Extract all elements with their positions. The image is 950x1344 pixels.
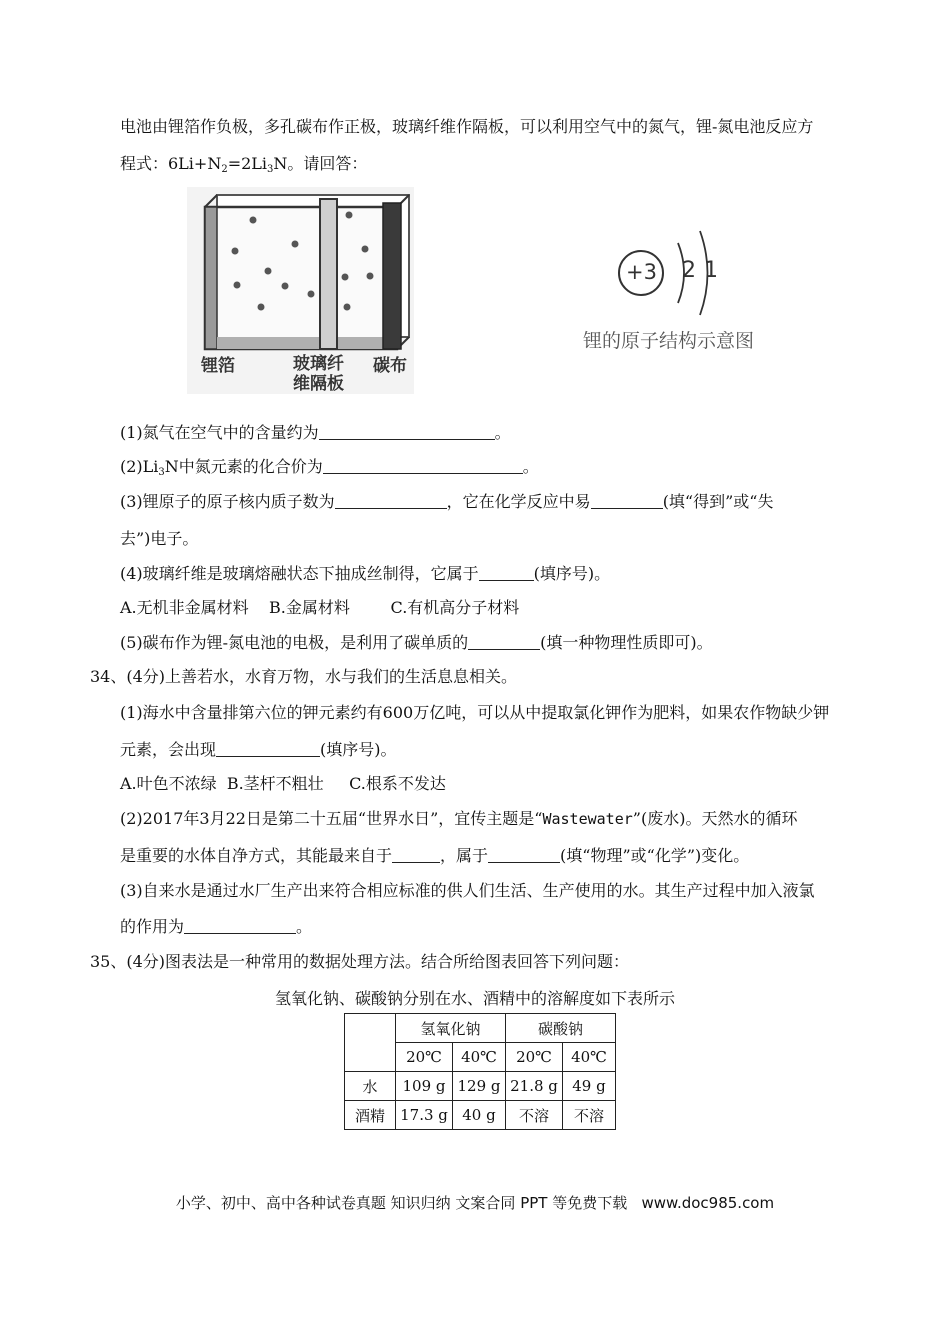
q34-part2-pre: (2)2017年3月22日是第二十五届“世界水日”，宜传主题是“ [120, 809, 543, 828]
q34-part1-end: (填序号)。 [320, 740, 397, 759]
table-corner-cell [345, 1014, 396, 1072]
answer-blank[interactable] [335, 492, 447, 509]
q34-part2-line1 [120, 808, 797, 830]
q33-part4-text: (4)玻璃纤维是玻璃熔融状态下抽成丝制得，它属于 [120, 564, 479, 583]
q34-part2-text: 是重要的水体自净方式，其能最来自于 [120, 846, 393, 865]
table-row [345, 1072, 616, 1101]
table-cell: 21.8 g [506, 1072, 563, 1101]
header-naoh: 氢氧化钠 [396, 1014, 506, 1043]
q34-part2-word: Wastewater [542, 810, 633, 828]
q33-part2-end: 。 [522, 457, 539, 476]
intro-line-1: 电池由锂箔作负极，多孔碳布作正极，玻璃纤维作隔板，可以利用空气中的氮气，锂-氮电池反应方 [120, 117, 814, 136]
intro-line-2-sub1: 2 [221, 164, 228, 175]
intro-line-2-mid: =2Li [227, 154, 268, 173]
q34-part2-line2 [120, 845, 749, 867]
intro-line-2-pre: 程式：6Li+N [120, 154, 222, 173]
answer-blank[interactable] [319, 423, 495, 440]
answer-blank[interactable] [479, 564, 534, 581]
solubility-table [344, 1013, 616, 1130]
table-row [345, 1101, 616, 1130]
q33-part3 [120, 491, 773, 513]
table-cell: 17.3 g [396, 1101, 453, 1130]
temp-cell: 20℃ [506, 1043, 563, 1072]
q33-part2 [120, 456, 539, 484]
table-caption: 氢氧化钠、碳酸钠分别在水、酒精中的溶解度如下表所示 [274, 989, 675, 1008]
table-cell: 40 g [453, 1101, 506, 1130]
q33-part2-sub: 3 [158, 467, 165, 478]
atom-caption: 锂的原子结构示意图 [583, 330, 755, 352]
q34-part1-line1: (1)海水中含量排第六位的钾元素约有600万亿吨，可以从中提取氯化钾作为肥料，如果农作物缺少钾 [120, 703, 830, 722]
label-glass-fibre-1: 玻璃纤 [293, 354, 344, 374]
header-na2co3: 碳酸钠 [506, 1014, 616, 1043]
q34-part3-end: 。 [296, 917, 313, 936]
intro-line-2 [120, 153, 367, 181]
q34-part1-text: 元素，会出现 [120, 740, 217, 759]
q33-part5-text: (5)碳布作为锂-氮电池的电极，是利用了碳单质的 [120, 633, 469, 652]
answer-blank[interactable] [591, 492, 663, 509]
q33-part2-post: N中氮元素的化合价为 [164, 457, 323, 476]
q33-part4-options: A.无机非金属材料 B.金属材料 C.有机高分子材料 [120, 598, 520, 617]
row-label: 水 [345, 1072, 396, 1101]
q34-part3-line1: (3)自来水是通过水厂生产出来符合相应标准的供人们生活、生产使用的水。其生产过程中加入液氯 [120, 881, 815, 900]
q33-part3-c: (填“得到”或“失 [662, 492, 774, 511]
intro-line-2-post: N。请回答： [273, 154, 368, 173]
table-cell: 129 g [453, 1072, 506, 1101]
answer-blank[interactable] [488, 846, 560, 863]
label-li-foil: 锂箔 [201, 356, 235, 376]
label-glass-fibre-2: 维隔板 [293, 374, 344, 394]
lithium-atom-diagram [575, 225, 790, 355]
temp-cell: 20℃ [396, 1043, 453, 1072]
answer-blank[interactable] [323, 457, 523, 474]
row-label: 酒精 [345, 1101, 396, 1130]
q34-part3-text: 的作用为 [120, 917, 185, 936]
answer-blank[interactable] [392, 846, 440, 863]
q34-part2-mid: ，属于 [440, 846, 489, 865]
answer-blank[interactable] [216, 740, 320, 757]
q33-part1-text: (1)氮气在空气中的含量约为 [120, 423, 319, 442]
temp-cell: 40℃ [563, 1043, 616, 1072]
battery-figure [187, 187, 414, 394]
q34-part1-options: A.叶色不浓绿 B.茎杆不粗壮 C.根系不发达 [120, 774, 446, 793]
q33-part5-end: (填一种物理性质即可)。 [540, 633, 713, 652]
intro-line-2-sub2: 3 [267, 164, 274, 175]
q33-part1 [120, 422, 511, 444]
q33-part4-end: (填序号)。 [533, 564, 611, 583]
q33-part5 [120, 632, 713, 654]
answer-blank[interactable] [468, 633, 540, 650]
q33-part1-end: 。 [494, 423, 511, 442]
q33-part3-b: ，它在化学反应中易 [446, 492, 591, 511]
table-cell: 不溶 [506, 1101, 563, 1130]
table-header-row [345, 1014, 616, 1043]
q33-part3-a: (3)锂原子的原子核内质子数为 [120, 492, 335, 511]
atom-nucleus-charge: +3 [626, 260, 657, 284]
table-cell: 49 g [563, 1072, 616, 1101]
q34-part2-end: (填“物理”或“化学”)变化。 [560, 846, 750, 865]
label-carbon-cloth: 碳布 [373, 356, 407, 376]
page-footer: 小学、初中、高中各种试卷真题 知识归纳 文案合同 PPT 等免费下载 www.doc985.com [175, 1194, 775, 1212]
q34-heading: 34、(4分)上善若水，水育万物，水与我们的生活息息相关。 [90, 667, 518, 686]
table-cell: 109 g [396, 1072, 453, 1101]
atom-shell-2-count: 1 [704, 258, 718, 283]
q35-heading: 35、(4分)图表法是一种常用的数据处理方法。结合所给图表回答下列问题： [90, 952, 630, 971]
q34-part3-line2 [120, 916, 312, 938]
table-cell: 不溶 [563, 1101, 616, 1130]
q33-part4 [120, 563, 610, 585]
q33-part2-pre: (2)Li [120, 457, 159, 476]
temp-cell: 40℃ [453, 1043, 506, 1072]
q33-part3-cont: 去”)电子。 [120, 529, 199, 548]
answer-blank[interactable] [184, 917, 296, 934]
q34-part1-line2 [120, 739, 397, 761]
q34-part2-post: ”(废水)。天然水的循环 [632, 809, 798, 828]
atom-shell-1-count: 2 [682, 258, 696, 283]
